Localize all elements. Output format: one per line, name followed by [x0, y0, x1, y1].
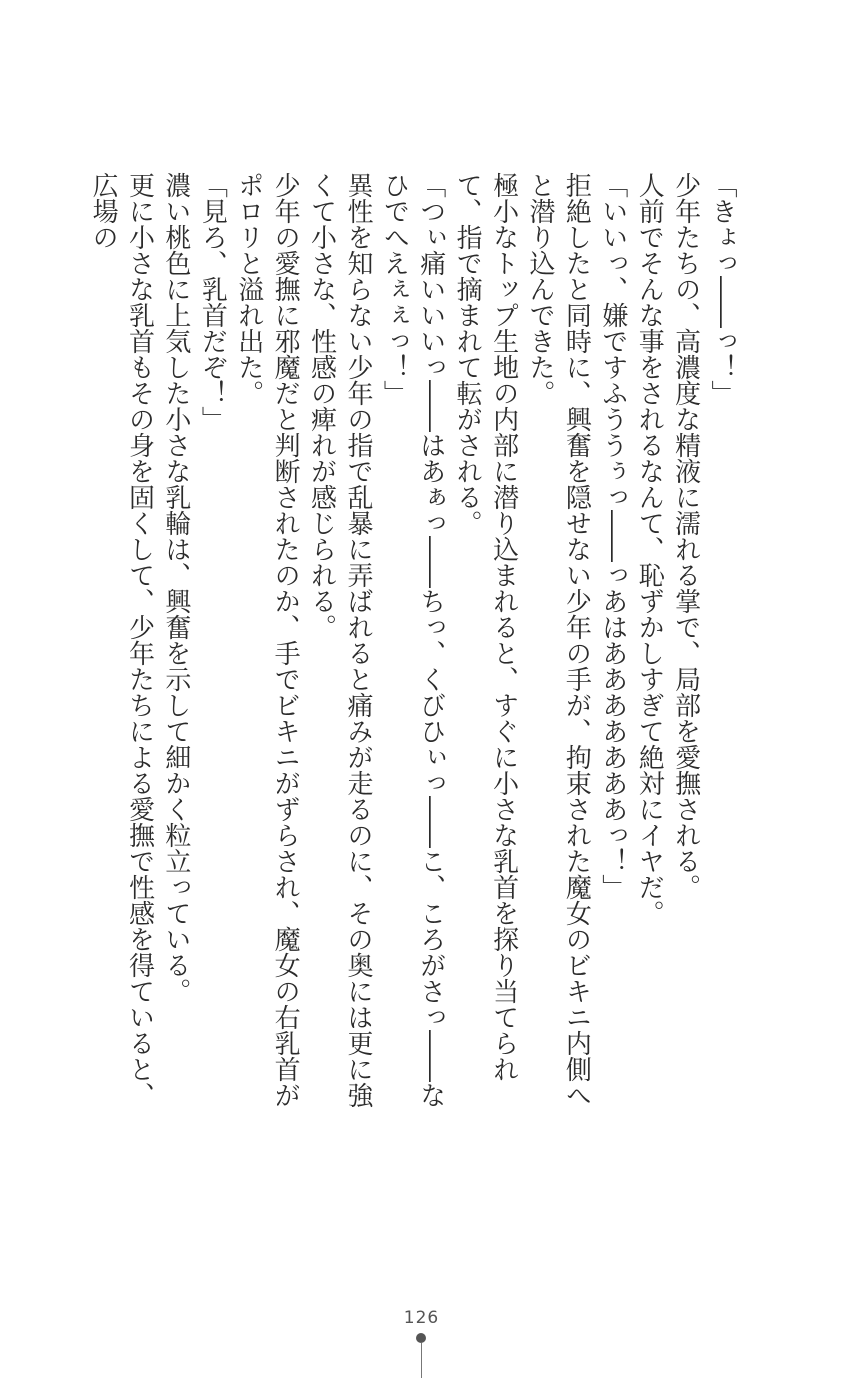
paragraph: 少年たちの、高濃度な精液に濡れる掌で、局部を愛撫される。 [670, 172, 701, 900]
vertical-text-body [88, 172, 740, 1122]
paragraph: 「いいっ、嫌ですふううぅっ――っあはあああああああっ！」 [597, 172, 628, 900]
paragraph: 更に小さな乳首もその身を固くして、少年たちによる愛撫で性感を得ていると、広場の [88, 172, 155, 1108]
paragraph: 「見ろ、乳首だぞ！」 [197, 172, 228, 432]
paragraph: 「きょっ――っ！」 [707, 172, 737, 406]
paragraph: 「つぃ痛いいいっ――はあぁっ――ちっ、くびひぃっ――こ、ころがさっ――なひでへえぇぇっ！」 [379, 172, 446, 1108]
paragraph: 濃い桃色に上気した小さな乳輪は、興奮を示して細かく粒立っている。 [160, 172, 191, 1004]
paragraph: 人前でそんな事をされるなんて、恥ずかしすぎて絶対にイヤだ。 [634, 172, 665, 926]
paragraph: 拒絶したと同時に、興奮を隠せない少年の手が、拘束された魔女のビキニ内側へと潜り込んできた。 [524, 172, 592, 1108]
ornament-dot [416, 1333, 426, 1343]
page-number: 126 [403, 1308, 440, 1328]
paragraph: 極小なトップ生地の内部に潜り込まれると、すぐに小さな乳首を探り当てられて、指で摘まれて転がされる。 [452, 172, 519, 1082]
paragraph: 少年の愛撫に邪魔だと判断されたのか、手でビキニがずらされ、魔女の右乳首がポロリと溢れ出た。 [233, 172, 301, 1108]
ornament-line [421, 1343, 422, 1378]
paragraph: 異性を知らない少年の指で乱暴に弄ばれると痛みが走るのに、その奥には更に強くて小さな、性感の痺れが感じられる。 [306, 172, 373, 1108]
page-number-ornament [416, 1333, 426, 1378]
